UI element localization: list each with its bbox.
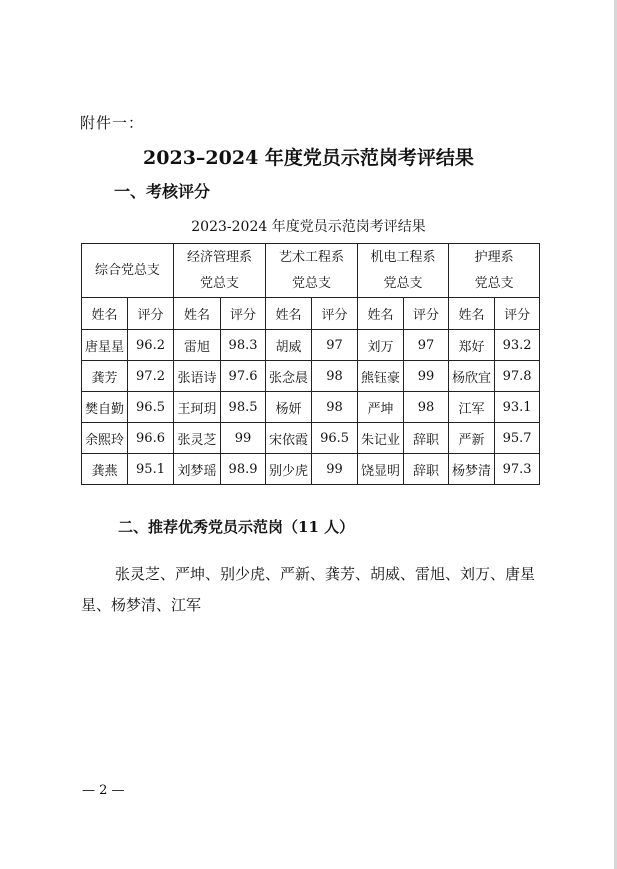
member-score: 99: [312, 454, 358, 485]
member-score: 99: [404, 361, 449, 392]
member-score: 辞职: [404, 454, 449, 485]
member-score: 辞职: [404, 423, 449, 454]
member-name: 杨梦清: [449, 454, 495, 485]
attachment-label: 附件一：: [80, 114, 145, 132]
score-header: 评分: [221, 298, 266, 330]
member-score: 97.3: [495, 454, 540, 485]
member-name: 樊自勤: [82, 392, 128, 423]
member-name: 刘梦瑶: [174, 454, 221, 485]
member-name: 刘万: [358, 330, 404, 361]
score-table: [81, 243, 540, 485]
member-name: 饶显明: [358, 454, 404, 485]
member-score: 96.6: [128, 423, 174, 454]
member-name: 郑好: [449, 330, 495, 361]
member-name: 杨妍: [266, 392, 312, 423]
member-name: 张灵芝: [174, 423, 221, 454]
table-caption: 2023-2024 年度党员示范岗考评结果: [191, 219, 426, 235]
score-header: 评分: [495, 298, 540, 330]
name-header: 姓名: [174, 298, 221, 330]
member-score: 97.8: [495, 361, 540, 392]
branch-header: [266, 244, 358, 298]
member-name: 唐星星: [82, 330, 128, 361]
name-header: 姓名: [449, 298, 495, 330]
branch-name: 机电工程系: [370, 249, 436, 265]
member-name: 胡威: [266, 330, 312, 361]
member-score: 97: [404, 330, 449, 361]
table-row: [82, 330, 540, 361]
column-header-row: [82, 298, 540, 330]
table-row: [82, 454, 540, 485]
member-score: 98.9: [221, 454, 266, 485]
member-score: 96.5: [128, 392, 174, 423]
member-score: 93.1: [495, 392, 540, 423]
table-row: [82, 361, 540, 392]
member-name: 龚芳: [82, 361, 128, 392]
member-name: 王珂玥: [174, 392, 221, 423]
document-title: 2023–2024 年度党员示范岗考评结果: [143, 147, 474, 169]
page-number: — 2 —: [82, 783, 125, 798]
score-header: 评分: [128, 298, 174, 330]
member-name: 江军: [449, 392, 495, 423]
member-score: 98: [312, 361, 358, 392]
branch-header: [358, 244, 449, 298]
name-header: 姓名: [82, 298, 128, 330]
member-score: 99: [221, 423, 266, 454]
member-name: 杨欣宜: [449, 361, 495, 392]
branch-suffix: 党总支: [292, 275, 332, 291]
member-score: 98.3: [221, 330, 266, 361]
branch-name: 艺术工程系: [279, 249, 345, 265]
member-score: 95.7: [495, 423, 540, 454]
name-header: 姓名: [266, 298, 312, 330]
member-name: 龚燕: [82, 454, 128, 485]
branch-suffix: 党总支: [474, 275, 514, 291]
member-name: 雷旭: [174, 330, 221, 361]
branch-header: [174, 244, 266, 298]
branch-header-row: [82, 244, 540, 298]
table-row: [82, 392, 540, 423]
member-name: 熊钰豪: [358, 361, 404, 392]
branch-suffix: 党总支: [200, 275, 240, 291]
member-name: 张念晨: [266, 361, 312, 392]
member-score: 98: [312, 392, 358, 423]
member-name: 宋依霞: [266, 423, 312, 454]
member-score: 98.5: [221, 392, 266, 423]
member-score: 98: [404, 392, 449, 423]
branch-header: [449, 244, 540, 298]
section-heading-recommended: 二、推荐优秀党员示范岗（11 人）: [118, 518, 355, 536]
branch-name: 经济管理系: [187, 249, 253, 265]
member-name: 余熙玲: [82, 423, 128, 454]
member-name: 别少虎: [266, 454, 312, 485]
member-score: 96.5: [312, 423, 358, 454]
score-header: 评分: [312, 298, 358, 330]
member-score: 97.2: [128, 361, 174, 392]
member-score: 96.2: [128, 330, 174, 361]
score-header: 评分: [404, 298, 449, 330]
member-score: 97.6: [221, 361, 266, 392]
member-score: 95.1: [128, 454, 174, 485]
member-name: 朱记业: [358, 423, 404, 454]
branch-name: 护理系: [474, 249, 514, 265]
member-score: 93.2: [495, 330, 540, 361]
member-score: 97: [312, 330, 358, 361]
member-name: 张语诗: [174, 361, 221, 392]
member-name: 严新: [449, 423, 495, 454]
table-row: [82, 423, 540, 454]
branch-header: [82, 244, 174, 298]
branch-suffix: 党总支: [383, 275, 423, 291]
member-name: 严坤: [358, 392, 404, 423]
name-header: 姓名: [358, 298, 404, 330]
branch-name: 综合党总支: [95, 262, 161, 278]
recommended-names: 张灵芝、严坤、别少虎、严新、龚芳、胡威、雷旭、刘万、唐星星、杨梦清、江军: [81, 565, 536, 614]
section-heading-scores: 一、考核评分: [114, 182, 211, 201]
